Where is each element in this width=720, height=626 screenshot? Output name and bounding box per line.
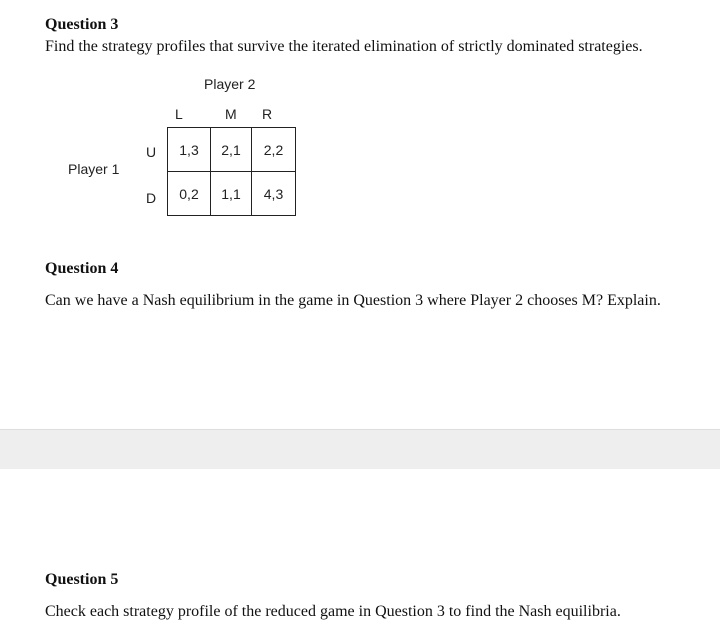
question-4-title: Question 4 (45, 260, 119, 277)
payoff-table (167, 127, 296, 216)
question-5-text: Check each strategy profile of the reduced game in Question 3 to find the Nash equilibria. (45, 603, 621, 620)
player-1-label: Player 1 (68, 161, 120, 177)
column-label-l: L (175, 106, 183, 122)
column-label-r: R (262, 106, 273, 122)
page-separator (0, 429, 720, 469)
payoff-cell-u-l: 1,3 (168, 128, 211, 172)
player-2-label: Player 2 (204, 76, 256, 92)
payoff-cell-u-r: 2,2 (252, 128, 296, 172)
payoff-cell-d-r: 4,3 (252, 172, 296, 216)
payoff-cell-d-l: 0,2 (168, 172, 211, 216)
question-3-title: Question 3 (45, 16, 119, 33)
question-5-title: Question 5 (45, 571, 119, 588)
table-row (168, 128, 296, 172)
payoff-cell-d-m: 1,1 (211, 172, 252, 216)
column-label-m: M (225, 106, 237, 122)
question-4-text: Can we have a Nash equilibrium in the game in Question 3 where Player 2 chooses M? Explain. (45, 292, 661, 309)
row-label-u: U (146, 144, 157, 160)
payoff-cell-u-m: 2,1 (211, 128, 252, 172)
question-3-text: Find the strategy profiles that survive the iterated elimination of strictly dominated strategies. (45, 38, 643, 55)
row-label-d: D (146, 190, 157, 206)
table-row (168, 172, 296, 216)
